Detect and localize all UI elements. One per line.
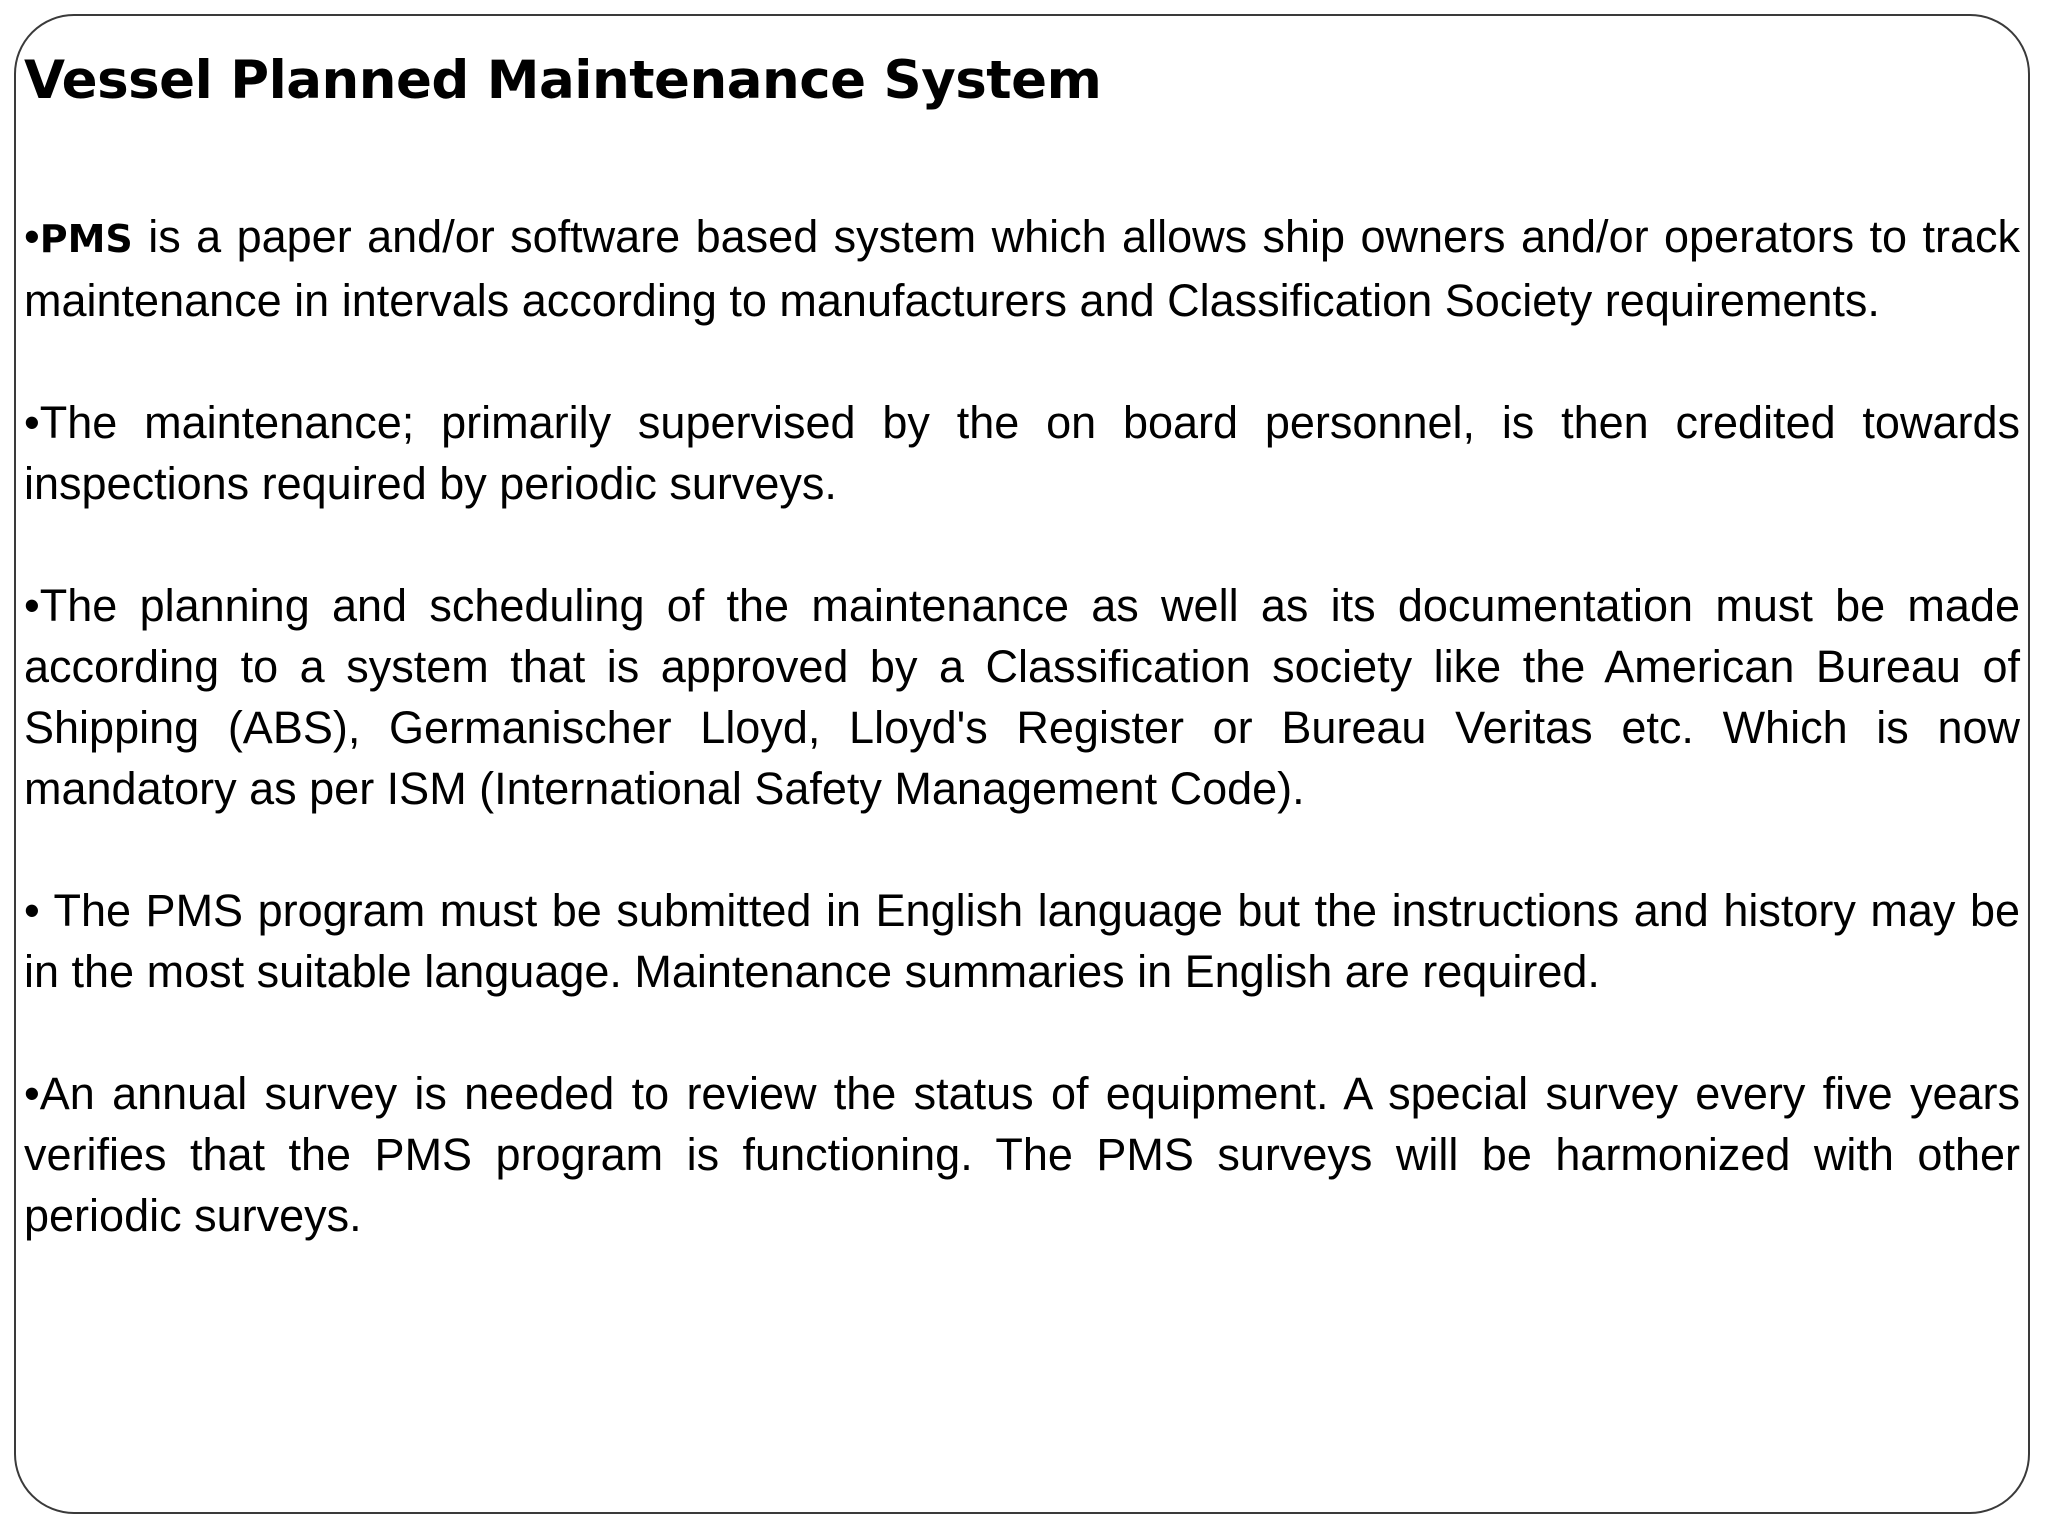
- bullet-text: The maintenance; primarily supervised by the on board personnel, is then credited towards inspections required by periodic surveys.: [24, 397, 2020, 509]
- bullet-text: The PMS program must be submitted in English language but the instructions and history may be in the most suitable language. Maintenance summaries in English are required.: [24, 885, 2020, 997]
- slide-content: [24, 206, 2020, 1307]
- slide-frame: [14, 14, 2030, 1514]
- bullet-text: The planning and scheduling of the maintenance as well as its documentation must be made according to a system that is approved by a Classification society like the American Bureau of Shipping (ABS), Germanischer Lloyd, Lloyd's Register or Bureau Veritas etc. Which is now mandatory as per ISM (International Safety Management Code).: [24, 580, 2020, 814]
- bullet-pms-definition: [24, 206, 2020, 331]
- bullet-language-requirements: [24, 880, 2020, 1002]
- bullet-marker: •: [24, 397, 40, 448]
- bullet-lead-term: PMS: [39, 217, 133, 261]
- bullet-text: is a paper and/or software based system which allows ship owners and/or operators to track maintenance in intervals according to manufacturers and Classification Society requirements.: [24, 211, 2020, 326]
- bullet-maintenance-credit: [24, 392, 2020, 514]
- bullet-survey-schedule: [24, 1063, 2020, 1246]
- bullet-marker: •: [24, 1068, 40, 1119]
- bullet-text: An annual survey is needed to review the status of equipment. A special survey every five years verifies that the PMS program is functioning. The PMS surveys will be harmonized with other periodic surveys.: [24, 1068, 2020, 1241]
- bullet-planning-approval: [24, 575, 2020, 819]
- bullet-marker: •: [24, 580, 40, 631]
- bullet-marker: •: [24, 885, 54, 936]
- bullet-marker: •: [24, 211, 40, 262]
- slide-title: Vessel Planned Maintenance System: [24, 50, 1102, 111]
